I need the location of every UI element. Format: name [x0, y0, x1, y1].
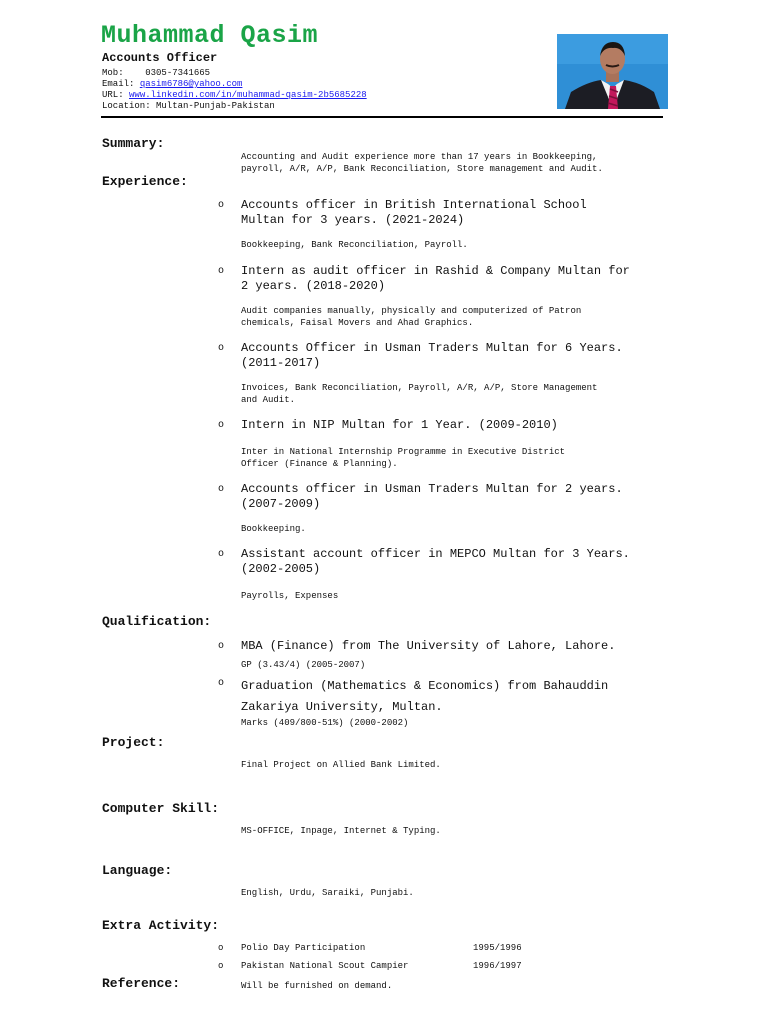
extra-activity-heading: Extra Activity: — [102, 918, 220, 933]
experience-desc-line: chemicals, Faisal Movers and Ahad Graphics. — [241, 317, 474, 328]
experience-title-line: 2 years. (2018-2020) — [241, 278, 386, 293]
bullet-icon: o — [218, 266, 225, 277]
profile-photo-image — [557, 34, 668, 109]
experience-title-line: Intern as audit officer in Rashid & Company Multan for — [241, 264, 630, 278]
extra-activity-year: 1995/1996 — [473, 943, 522, 953]
project-heading: Project: — [102, 735, 165, 750]
language-heading: Language: — [102, 863, 173, 878]
experience-title-line: Accounts Officer in Usman Traders Multan for 6 Years. — [241, 341, 623, 355]
experience-title: Intern in NIP Multan for 1 Year. (2009-2010) — [241, 418, 558, 432]
qualification-heading: Qualification: — [102, 614, 212, 629]
experience-title-line: Accounts officer in British International School — [241, 198, 587, 212]
reference-text: Will be furnished on demand. — [241, 981, 393, 991]
bullet-icon: o — [218, 961, 224, 971]
qualification-title: MBA (Finance) from The University of Lahore, Lahore. — [241, 639, 616, 653]
linkedin-link[interactable]: www.linkedin.com/in/muhammad-qasim-2b5685228 — [129, 90, 367, 100]
experience-desc-line: Invoices, Bank Reconciliation, Payroll, A/R, A/P, Store Management — [241, 383, 598, 393]
bullet-icon: o — [218, 943, 224, 953]
qualification-title-line: Graduation (Mathematics & Economics) from Bahauddin — [241, 679, 609, 693]
summary-heading: Summary: — [102, 136, 165, 151]
location-line: Location: Multan-Punjab-Pakistan — [102, 101, 275, 111]
experience-title — [241, 341, 671, 370]
experience-title — [241, 547, 671, 576]
bullet-icon: o — [218, 549, 225, 560]
computer-skill-text: MS-OFFICE, Inpage, Internet & Typing. — [241, 826, 441, 836]
experience-desc — [241, 306, 581, 329]
mobile-label: Mob: — [102, 68, 124, 78]
qualification-detail: Marks (409/800-51%) (2000-2002) — [241, 718, 409, 728]
bullet-icon: o — [218, 484, 225, 495]
computer-skill-heading: Computer Skill: — [102, 801, 220, 816]
bullet-icon: o — [218, 343, 225, 354]
experience-title-line: (2011-2017) — [241, 355, 321, 370]
experience-desc-line: Officer (Finance & Planning). — [241, 458, 398, 469]
profile-photo — [557, 34, 668, 109]
email-link[interactable]: qasim6786@yahoo.com — [139, 79, 243, 89]
experience-title-line: (2002-2005) — [241, 561, 321, 576]
experience-desc — [241, 383, 597, 406]
experience-desc-line: Audit companies manually, physically and computerized of Patron — [241, 306, 582, 316]
job-title: Accounts Officer — [102, 51, 218, 65]
reference-heading: Reference: — [102, 976, 181, 991]
qualification-detail: GP (3.43/4) (2005-2007) — [241, 660, 366, 670]
candidate-name: Muhammad Qasim — [101, 21, 319, 50]
bullet-icon: o — [218, 200, 225, 211]
experience-title-line: Multan for 3 years. (2021-2024) — [241, 212, 465, 227]
bullet-icon: o — [218, 641, 225, 652]
email-label: Email: — [102, 79, 135, 89]
experience-title — [241, 198, 671, 227]
experience-desc-line: and Audit. — [241, 394, 296, 405]
extra-activity-year: 1996/1997 — [473, 961, 522, 971]
experience-desc: Bookkeeping. — [241, 524, 306, 534]
summary-line: Accounting and Audit experience more than 17 years in Bookkeeping, — [241, 152, 598, 162]
summary-line: payroll, A/R, A/P, Bank Reconciliation, Store management and Audit. — [241, 163, 603, 174]
experience-desc-line: Inter in National Internship Programme in Executive District — [241, 447, 566, 457]
experience-title-line: Accounts officer in Usman Traders Multan for 2 years. — [241, 482, 623, 496]
header-divider — [101, 116, 663, 118]
extra-activity-name: Polio Day Participation — [241, 943, 366, 953]
qualification-title — [241, 676, 671, 718]
extra-activity-name: Pakistan National Scout Campier — [241, 961, 409, 971]
bullet-icon: o — [218, 420, 225, 431]
experience-title — [241, 264, 671, 293]
experience-title-line: (2007-2009) — [241, 496, 321, 511]
experience-desc — [241, 447, 565, 470]
language-text: English, Urdu, Saraiki, Punjabi. — [241, 888, 414, 898]
mobile-value: 0305-7341665 — [145, 68, 211, 78]
experience-desc: Payrolls, Expenses — [241, 591, 339, 601]
summary-text — [241, 152, 603, 175]
project-text: Final Project on Allied Bank Limited. — [241, 760, 441, 770]
experience-title-line: Assistant account officer in MEPCO Multan for 3 Years. — [241, 547, 630, 561]
experience-heading: Experience: — [102, 174, 188, 189]
experience-desc: Bookkeeping, Bank Reconciliation, Payroll. — [241, 240, 468, 250]
url-label: URL: — [102, 90, 124, 100]
experience-title — [241, 482, 671, 511]
qualification-title-line: Zakariya University, Multan. — [241, 700, 443, 714]
bullet-icon: o — [218, 678, 225, 689]
